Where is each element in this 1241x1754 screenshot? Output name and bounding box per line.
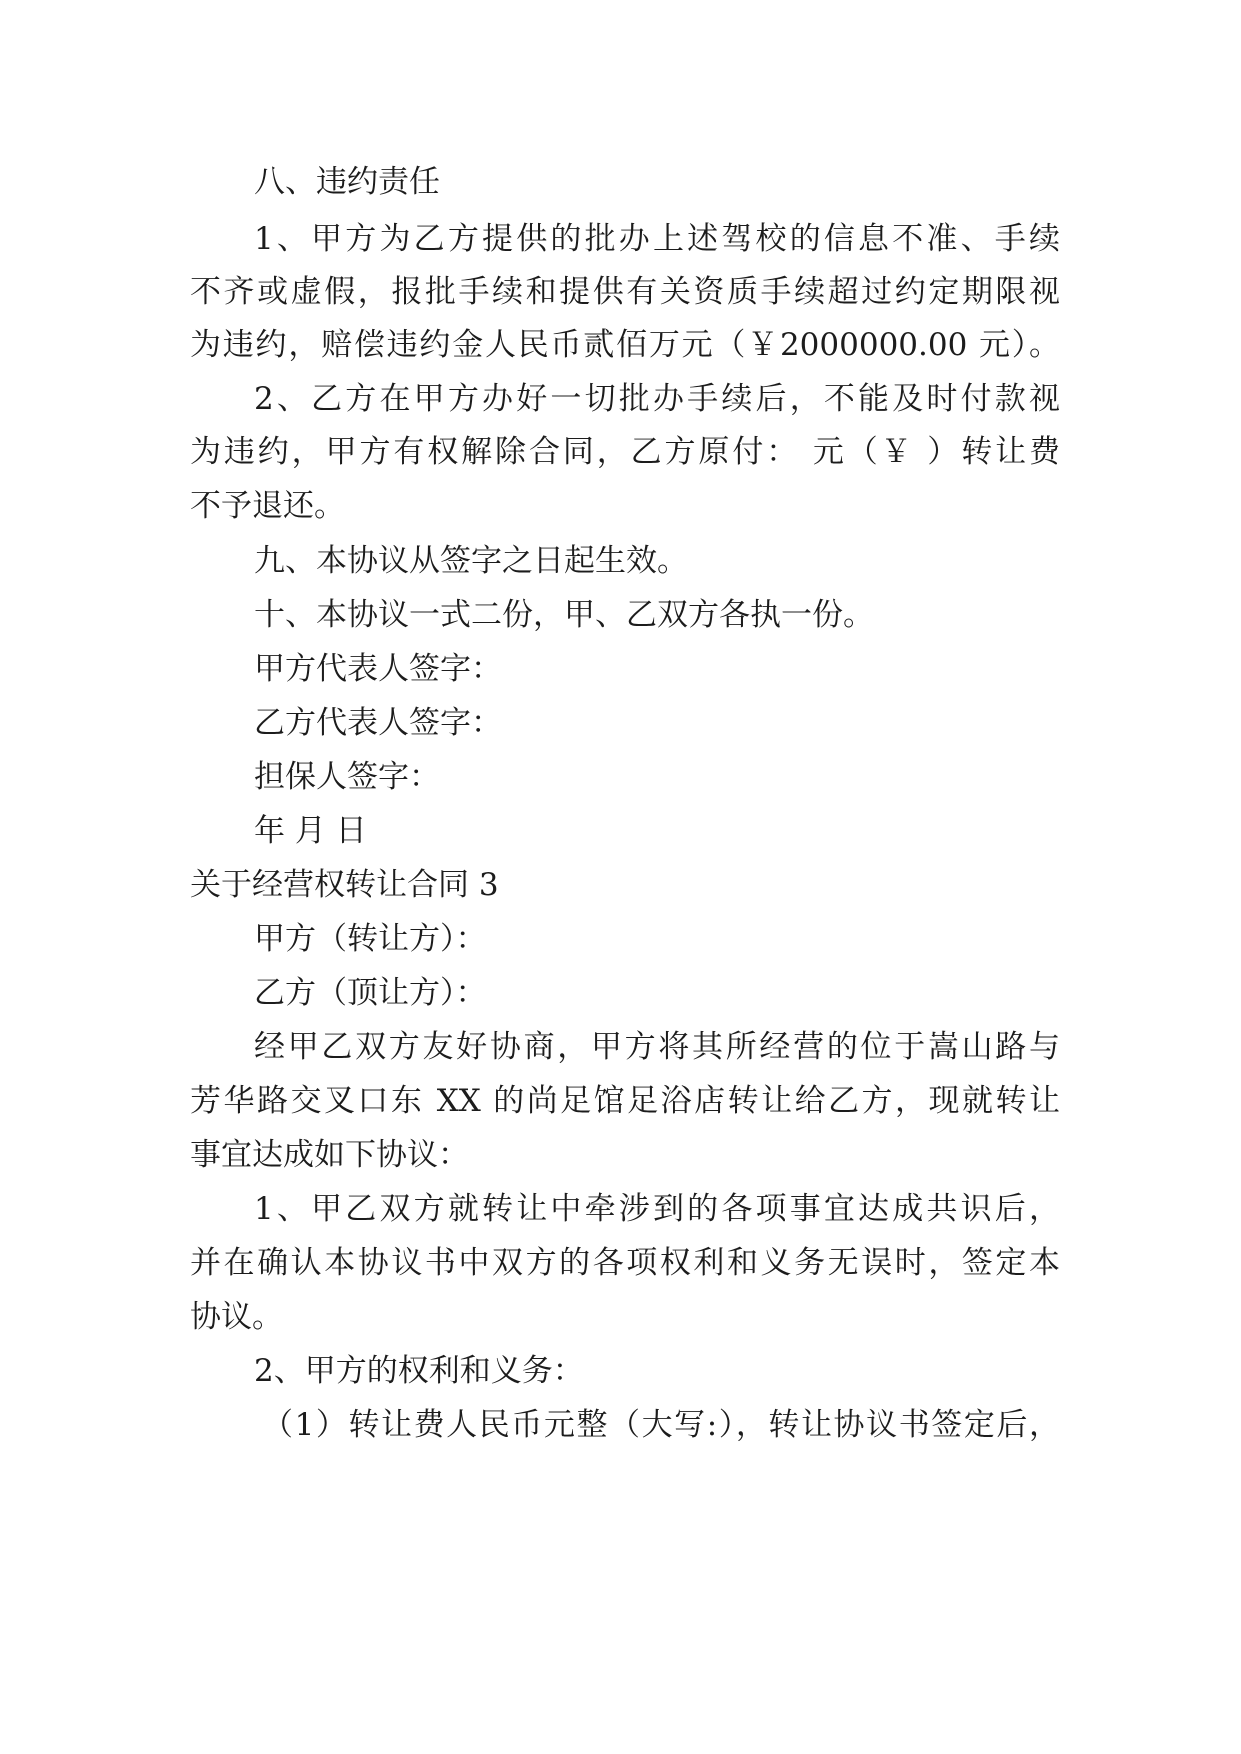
- section-heading-breach-liability: 八、违约责任: [254, 164, 440, 200]
- paragraph-line: 并在确认本协议书中双方的各项权利和义务无误时，签定本: [190, 1245, 1060, 1281]
- paragraph-line: 为违约，甲方有权解除合同，乙方原付： 元（￥ ）转让费: [190, 434, 1060, 470]
- party-a-line: 甲方（转让方）：: [254, 921, 487, 957]
- paragraph-line: 1、甲乙双方就转让中牵涉到的各项事宜达成共识后，: [254, 1191, 1060, 1227]
- signature-line-party-b: 乙方代表人签字：: [254, 705, 502, 741]
- paragraph-line: 事宜达成如下协议：: [190, 1137, 469, 1173]
- section-heading-effective-date: 九、本协议从签字之日起生效。: [254, 543, 688, 579]
- paragraph-line: 为违约，赔偿违约金人民币贰佰万元（￥2000000.00 元）。: [190, 327, 1060, 363]
- paragraph-line: 不齐或虚假，报批手续和提供有关资质手续超过约定期限视: [190, 274, 1060, 310]
- signature-line-party-a: 甲方代表人签字：: [254, 651, 502, 687]
- party-b-line: 乙方（顶让方）：: [254, 975, 487, 1011]
- signature-line-guarantor: 担保人签字：: [254, 759, 440, 795]
- paragraph-line: （1）转让费人民币元整（大写:），转让协议书签定后，: [262, 1407, 1060, 1443]
- paragraph-line: 协议。: [190, 1299, 283, 1335]
- date-line: 年 月 日: [254, 813, 367, 849]
- section-heading-party-a-rights: 2、甲方的权利和义务：: [254, 1353, 584, 1389]
- paragraph-line: 1、甲方为乙方提供的批办上述驾校的信息不准、手续: [254, 221, 1060, 257]
- paragraph-line: 芳华路交叉口东 XX 的尚足馆足浴店转让给乙方，现就转让: [190, 1083, 1060, 1119]
- section-heading-copies: 十、本协议一式二份，甲、乙双方各执一份。: [254, 597, 874, 633]
- paragraph-line: 不予退还。: [190, 488, 345, 524]
- paragraph-line: 2、乙方在甲方办好一切批办手续后，不能及时付款视: [254, 381, 1060, 417]
- paragraph-line: 经甲乙双方友好协商，甲方将其所经营的位于嵩山路与: [254, 1029, 1060, 1065]
- contract-title: 关于经营权转让合同 3: [190, 867, 499, 903]
